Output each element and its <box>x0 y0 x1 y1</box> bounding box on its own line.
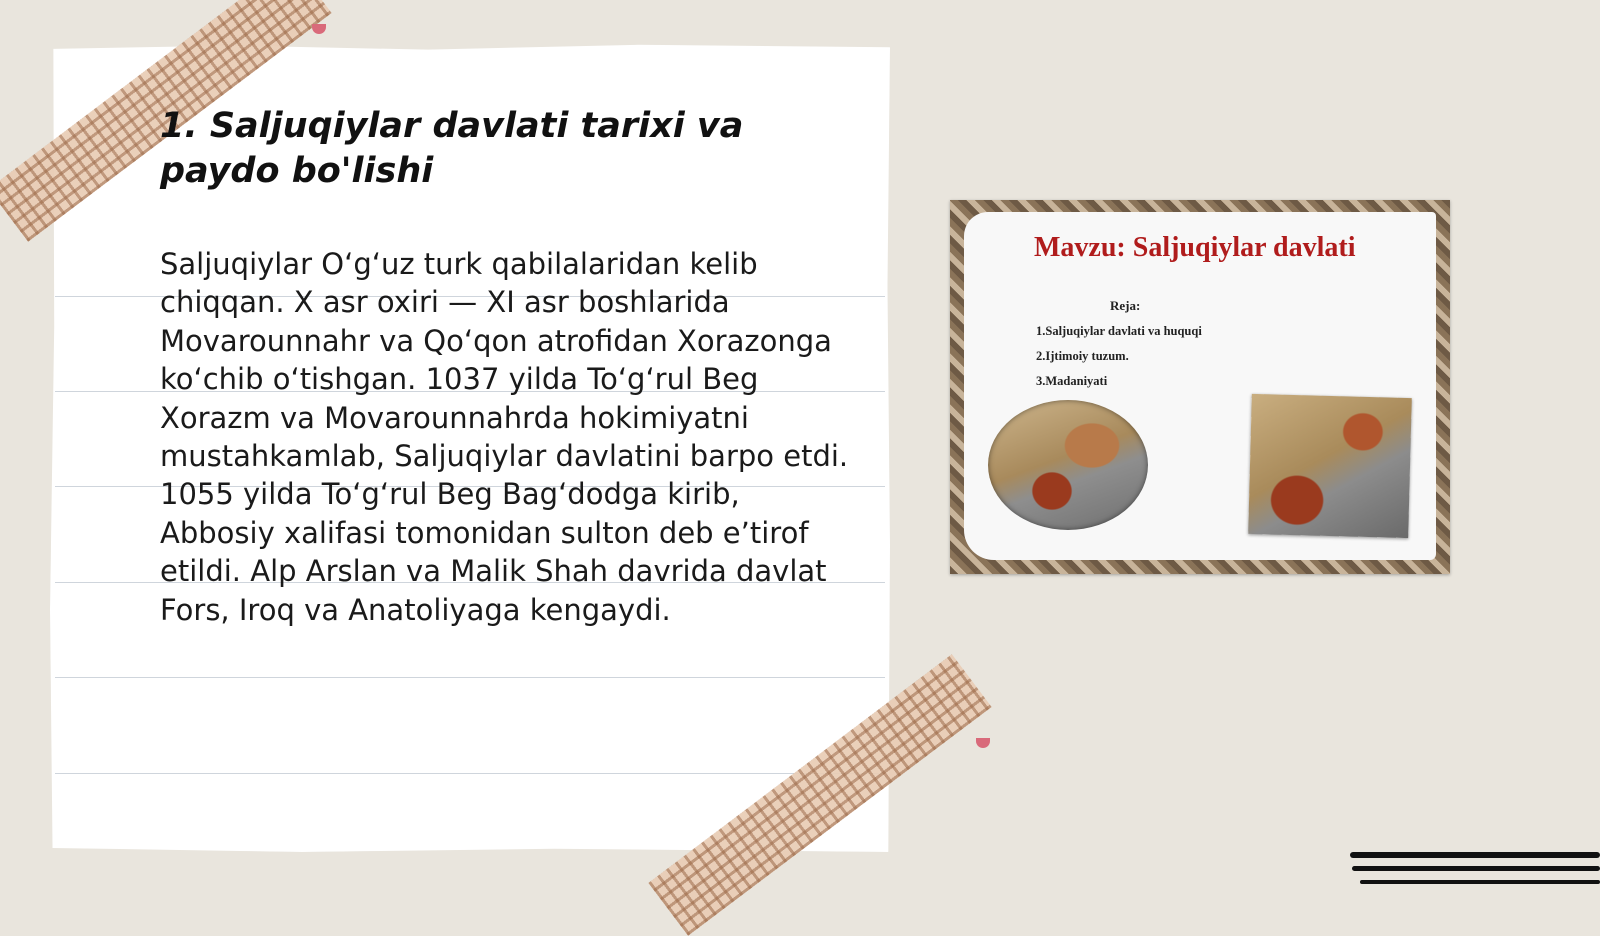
paper-rule-line <box>55 773 885 774</box>
brush-stroke-decoration <box>1350 852 1600 858</box>
slide-thumbnail-plan-label: Reja: <box>1110 298 1141 313</box>
body-paragraph: Saljuqiylar O‘g‘uz turk qabilalaridan kelib chiqqan. X asr oxiri — XI asr boshlarida Movarounnahr va Qo‘qon atrofidan Xorazonga ko‘chib o‘tishgan. 1037 yilda To‘g‘rul Beg Xorazm va Movarounnahrda hokimiyatni mustahkamlab, Saljuqiylar davlatini barpo etdi. 1055 yilda To‘g‘rul Beg Bag‘dodga kirib, Abbosiy xalifasi tomonidan sulton deb e’tirof etildi. Alp Arslan va Malik Shah davrida davlat Fors, Iroq va Anatoliyaga kengaydi. <box>160 247 849 627</box>
slide-thumbnail-plan-item: 3.Madaniyati <box>1036 374 1108 388</box>
historical-map-oval-image <box>988 400 1148 530</box>
section-heading: 1. Saljuqiylar davlati tarixi va paydo bo'lishi <box>160 106 744 191</box>
brush-stroke-decoration <box>1360 880 1600 884</box>
brush-stroke-decoration <box>1352 866 1600 871</box>
slide-thumbnail-plan-item: 1.Saljuqiylar davlati va huquqi <box>1036 324 1202 338</box>
slide-thumbnail-plan-item: 2.Ijtimoiy tuzum. <box>1036 349 1129 363</box>
tape-pin-top <box>312 24 326 34</box>
paper-rule-line <box>55 677 885 678</box>
slide-thumbnail-title: Mavzu: Saljuqiylar davlati <box>1034 232 1356 263</box>
slide-thumbnail-image <box>950 200 1450 574</box>
slide-thumbnail-content <box>964 212 1436 560</box>
historical-map-image <box>1248 394 1412 538</box>
tape-pin-bottom <box>976 738 990 748</box>
